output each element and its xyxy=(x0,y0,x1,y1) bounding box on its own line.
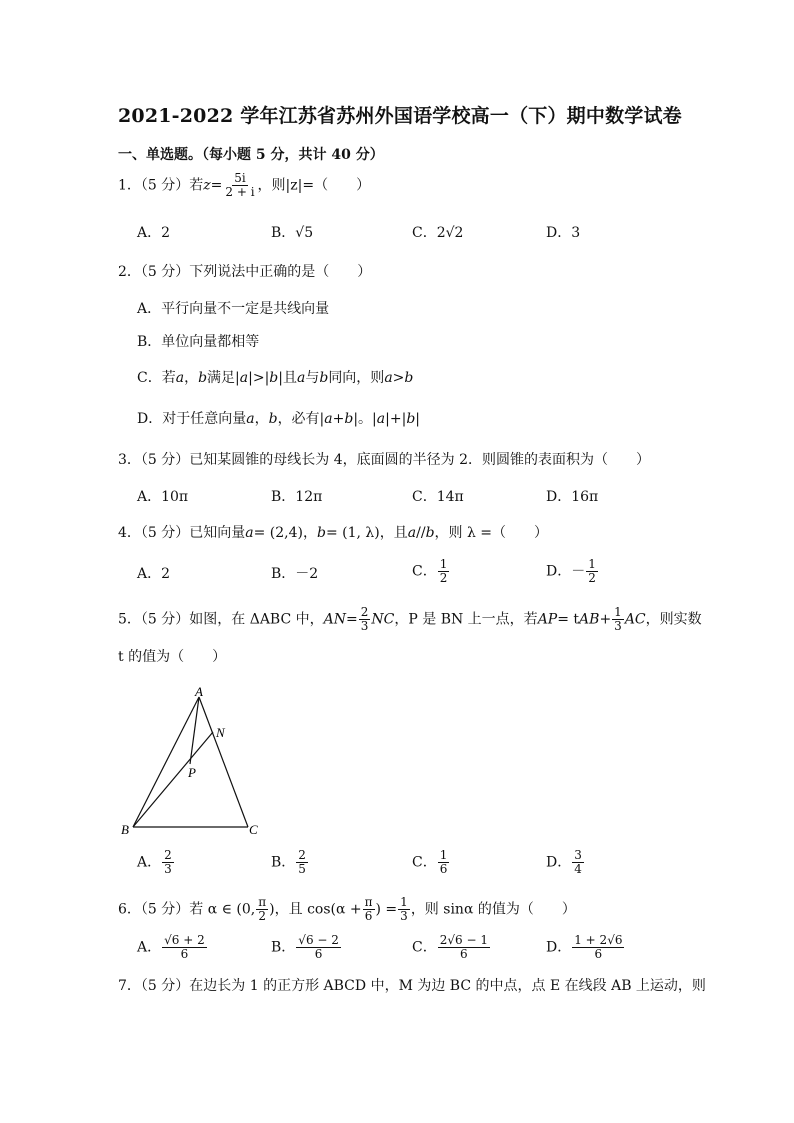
q5-option-c: C． $\frac{1}{6}$ xyxy=(412,848,448,876)
q6-option-c: C． $\frac{2√6 - 1}{6}$ xyxy=(412,933,488,961)
q1-option-b: B．√5 xyxy=(271,225,314,241)
page-title: 2021-2022 学年江苏省苏州外国语学校高一（下）期中数学试卷 xyxy=(118,105,682,127)
label-p: P xyxy=(188,765,196,780)
q4-option-d: D．－ $\frac{1}{2}$ xyxy=(546,557,596,585)
segment-bn xyxy=(133,732,213,827)
q2-option-b: B．单位向量都相等 xyxy=(137,334,260,350)
question-3: 3．（5 分）已知某圆锥的母线长为 4，底面圆的半径为 2．则圆锥的表面积为（ ） xyxy=(118,452,650,468)
q6-option-b: B． $\frac{√6 - 2}{6}$ xyxy=(271,933,339,961)
q3-option-c: C．14π xyxy=(412,489,464,505)
q3-option-a: A．10π xyxy=(137,489,189,505)
q1-option-c: C．2√2 xyxy=(412,225,464,241)
question-5: 5．（5 分）如图，在 ΔABC 中，AN= $\frac{2}{3}$ NC，P 是 BN 上一点，若AP= tAB+ $\frac{1}{3}$ AC，则实数 xyxy=(118,605,702,633)
side-ac xyxy=(199,697,248,827)
q1-option-d: D．3 xyxy=(546,225,581,241)
q6-option-d: D． $\frac{1 + 2√6}{6}$ xyxy=(546,933,623,961)
label-b: B xyxy=(121,822,129,837)
question-5-cont: t 的值为（ ） xyxy=(118,649,227,665)
question-4: 4．（5 分）已知向量a= (2,4)，b= (1, λ)，且a//b，则 λ =（ ） xyxy=(118,525,549,541)
label-n: N xyxy=(216,725,225,740)
question-6: 6．（5 分）若 α ∈ (0, $\frac{\pi}{2}$ )，且 cos(α + $\frac{\pi}{6}$ ) = $\frac{1}{3}$ ，则 sinα 的值为（ ） xyxy=(118,895,576,923)
fraction: $\frac{5i}{2 + i}$ xyxy=(225,171,255,199)
label-a: A xyxy=(195,684,203,699)
section-heading: 一、单选题。（每小题 5 分，共计 40 分） xyxy=(118,147,384,163)
question-7: 7．（5 分）在边长为 1 的正方形 ABCD 中，M 为边 BC 的中点，点 E 在线段 AB 上运动，则 xyxy=(118,978,706,994)
q2-option-a: A．平行向量不一定是共线向量 xyxy=(137,301,330,317)
q3-option-d: D．16π xyxy=(546,489,599,505)
q4-option-c: C． $\frac{1}{2}$ xyxy=(412,557,448,585)
q2-option-c: C．若a，b满足|a|>|b|且a与b同向，则a>b xyxy=(137,370,414,386)
q5-option-a: A． $\frac{2}{3}$ xyxy=(137,848,172,876)
q5-option-b: B． $\frac{2}{5}$ xyxy=(271,848,306,876)
q5-option-d: D． $\frac{3}{4}$ xyxy=(546,848,582,876)
q1-option-a: A．2 xyxy=(137,225,171,241)
q4-option-b: B．－2 xyxy=(271,566,319,582)
q4-option-a: A．2 xyxy=(137,566,171,582)
label-c: C xyxy=(249,822,258,837)
question-2: 2．（5 分）下列说法中正确的是（ ） xyxy=(118,264,372,280)
triangle-figure xyxy=(115,682,275,842)
q3-option-b: B．12π xyxy=(271,489,323,505)
side-ab xyxy=(133,697,199,827)
q6-option-a: A． $\frac{√6 + 2}{6}$ xyxy=(137,933,205,961)
q2-option-d: D．对于任意向量a，b，必有|a+b|。|a|+|b| xyxy=(137,411,420,427)
question-1: 1．（5 分）若z= $\frac{5i}{2 + i}$ ，则|z|=（ ） xyxy=(118,171,371,199)
